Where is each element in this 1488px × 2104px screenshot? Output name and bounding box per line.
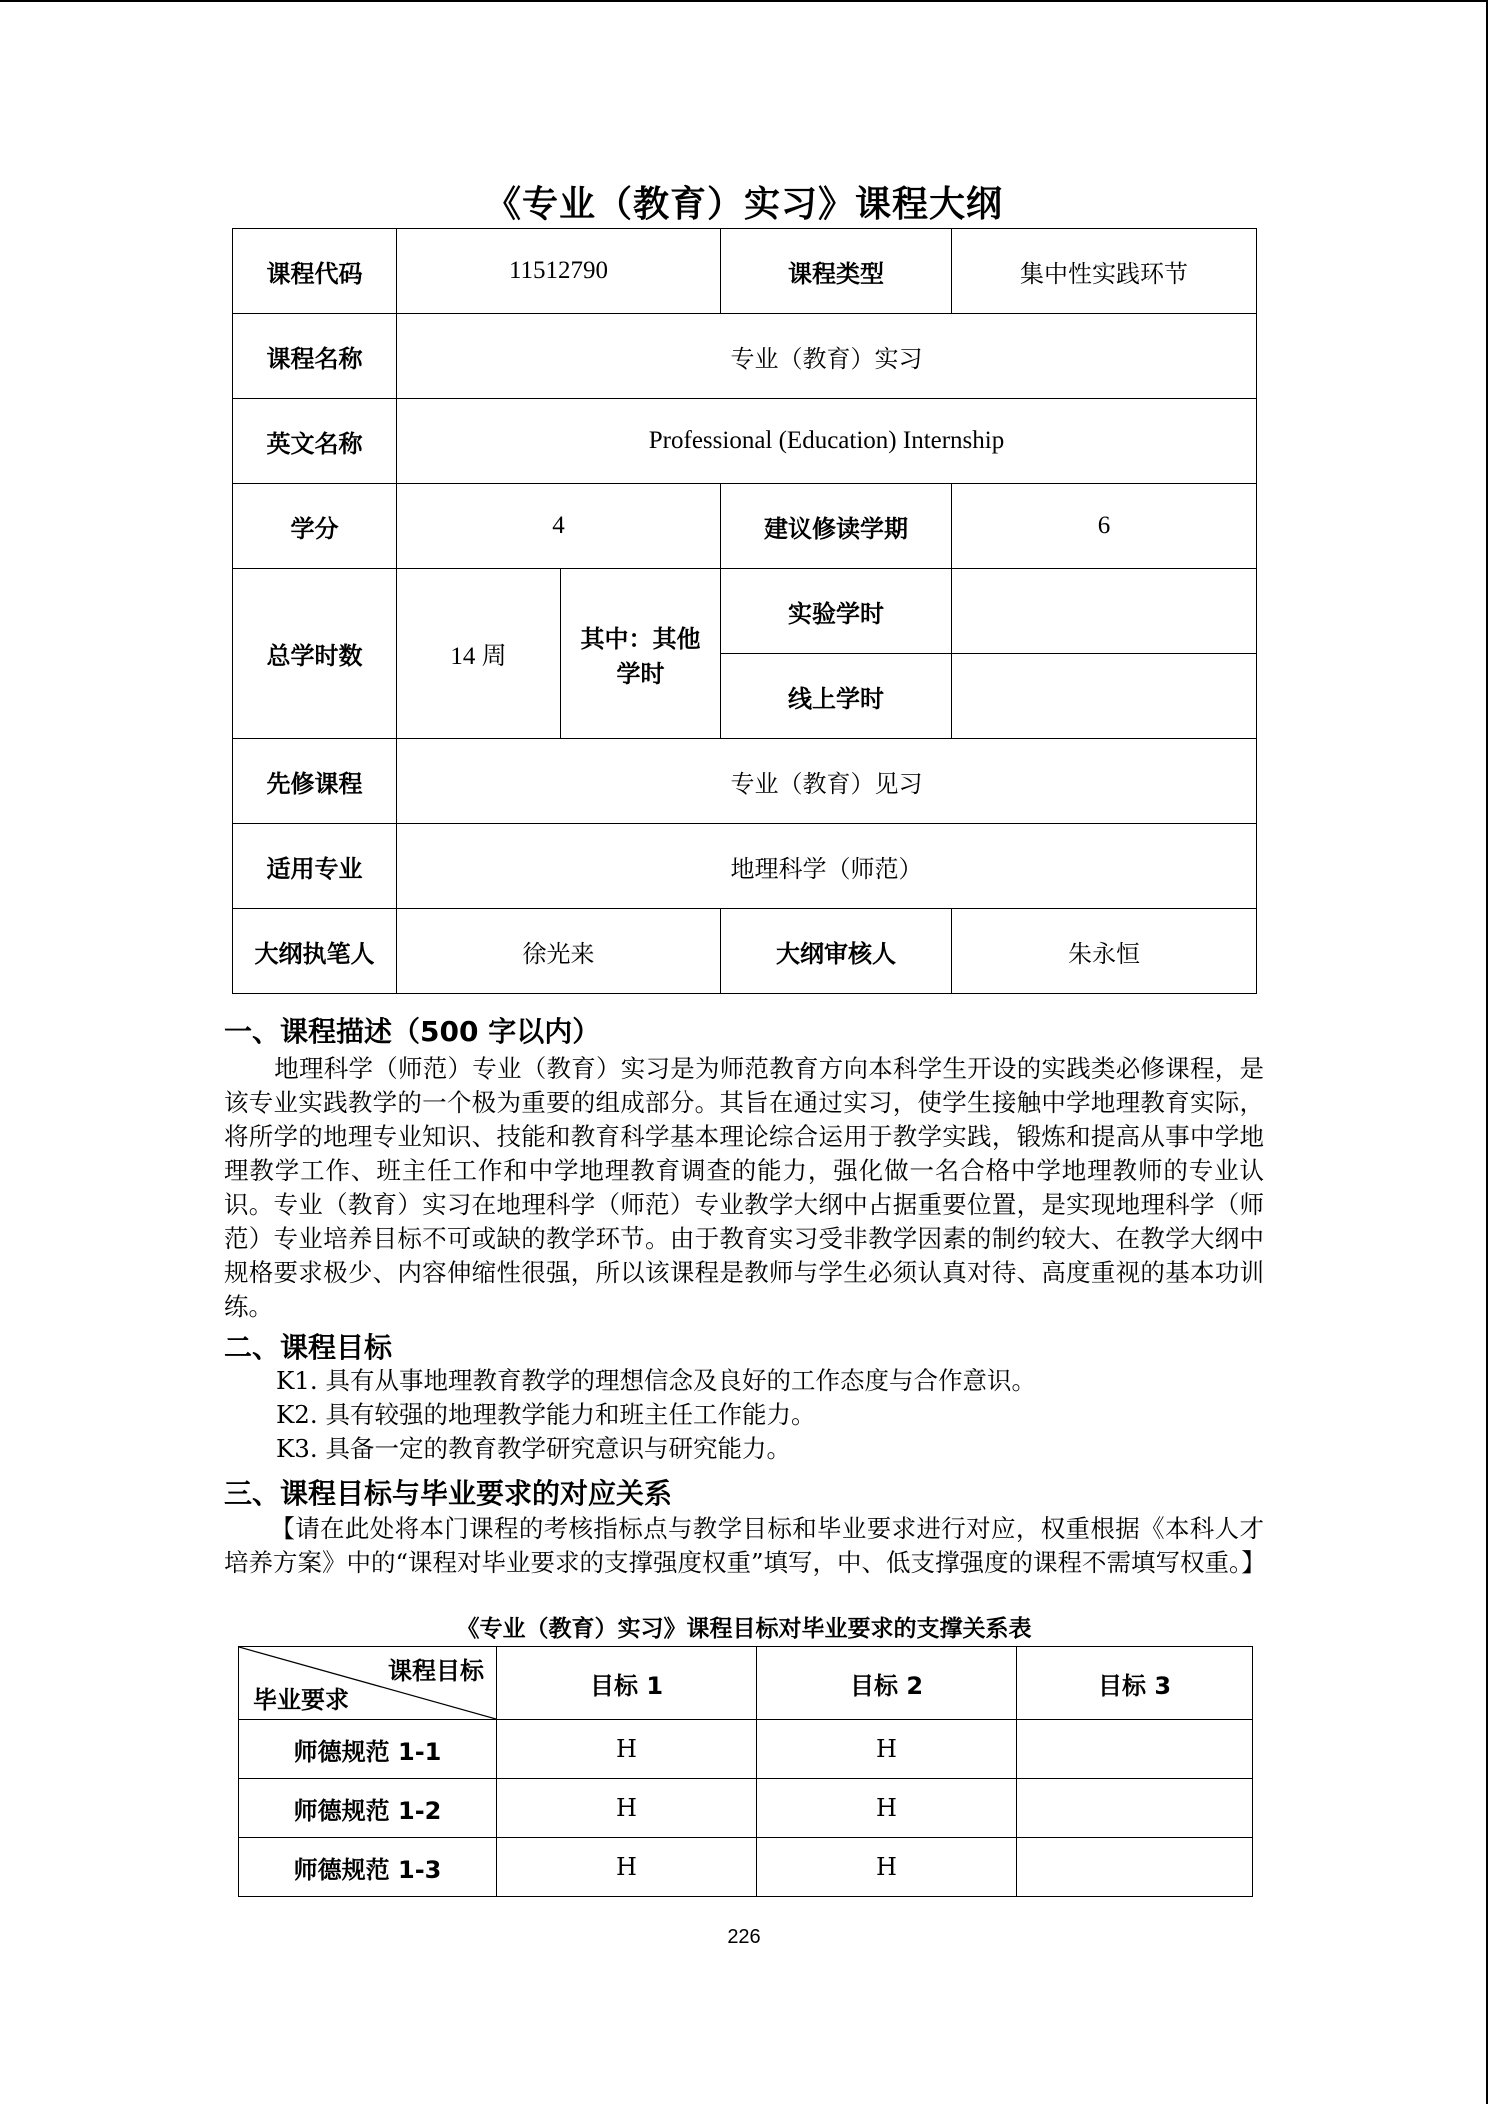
table-row	[239, 1779, 1253, 1838]
row-label: 师德规范 1-1	[239, 1720, 497, 1779]
table-row	[233, 824, 1257, 909]
course-description-text: 地理科学（师范）专业（教育）实习是为师范教育方向本科学生开设的实践类必修课程，是该专业实践教学的一个极为重要的组成部分。其旨在通过实习，使学生接触中学地理教育实际，将所学的地理专业知识、技能和教育科学基本理论综合运用于教学实践，锻炼和提高从事中学地理教学工作、班主任工作和中学地理教育调查的能力，强化做一名合格中学地理教师的专业认识。专业（教育）实习在地理科学（师范）专业教学大纲中占据重要位置，是实现地理科学（师范）专业培养目标不可或缺的教学环节。由于教育实习受非教学因素的制约较大、在教学大纲中规格要求极少、内容伸缩性很强，所以该课程是教师与学生必须认真对待、高度重视的基本功训练。	[224, 1054, 1264, 1321]
page-title: 《专业（教育）实习》课程大纲	[484, 184, 1003, 225]
course-type-value: 集中性实践环节	[952, 229, 1257, 314]
prerequisite-label: 先修课程	[233, 739, 397, 824]
table-cell	[1017, 1720, 1253, 1779]
table-cell: H	[757, 1720, 1017, 1779]
online-hours-label: 线上学时	[721, 654, 952, 739]
table-cell	[1017, 1838, 1253, 1897]
section-heading-goals: 二、课程目标	[224, 1331, 393, 1364]
online-hours-value	[952, 654, 1257, 739]
table-row	[233, 909, 1257, 994]
mapping-note-text: 【请在此处将本门课程的考核指标点与教学目标和毕业要求进行对应，权重根据《本科人才培养方案》中的“课程对毕业要求的支撑强度权重”填写，中、低支撑强度的课程不需填写权重。】	[224, 1514, 1266, 1577]
mapping-note	[224, 1512, 1264, 1580]
major-value: 地理科学（师范）	[397, 824, 1257, 909]
row-label: 师德规范 1-3	[239, 1838, 497, 1897]
course-type-label: 课程类型	[721, 229, 952, 314]
course-name-label: 课程名称	[233, 314, 397, 399]
table-header-row	[239, 1647, 1253, 1720]
table-row	[239, 1720, 1253, 1779]
goal-item: K2. 具有较强的地理教学能力和班主任工作能力。	[276, 1400, 816, 1429]
course-code-label: 课程代码	[233, 229, 397, 314]
column-header: 目标 2	[757, 1647, 1017, 1720]
section-heading-mapping: 三、课程目标与毕业要求的对应关系	[224, 1477, 673, 1510]
english-name-value: Professional (Education) Internship	[397, 399, 1257, 484]
course-info-table	[232, 228, 1257, 994]
other-hours-label: 其中：其他学时	[561, 569, 721, 739]
table-cell	[1017, 1779, 1253, 1838]
column-header: 目标 3	[1017, 1647, 1253, 1720]
total-hours-value: 14 周	[397, 569, 561, 739]
table-cell: H	[497, 1779, 757, 1838]
column-header: 目标 1	[497, 1647, 757, 1720]
table-row	[233, 739, 1257, 824]
row-label: 师德规范 1-2	[239, 1779, 497, 1838]
table-cell: H	[497, 1720, 757, 1779]
table-row	[239, 1838, 1253, 1897]
author-label: 大纲执笔人	[233, 909, 397, 994]
course-code-value: 11512790	[397, 229, 721, 314]
reviewer-label: 大纲审核人	[721, 909, 952, 994]
goal-item: K3. 具备一定的教育教学研究意识与研究能力。	[276, 1434, 791, 1463]
page-number: 226	[727, 1926, 761, 1948]
credits-label: 学分	[233, 484, 397, 569]
header-course-goal: 课程目标	[388, 1657, 484, 1685]
major-label: 适用专业	[233, 824, 397, 909]
table-cell: H	[757, 1838, 1017, 1897]
table-row	[233, 314, 1257, 399]
table-row	[233, 399, 1257, 484]
table-row	[233, 484, 1257, 569]
page-top-border	[0, 0, 1488, 2]
table-row	[233, 569, 1257, 654]
prerequisite-value: 专业（教育）见习	[397, 739, 1257, 824]
course-description	[224, 1052, 1264, 1324]
support-table-caption: 《专业（教育）实习》课程目标对毕业要求的支撑关系表	[456, 1616, 1032, 1642]
semester-label: 建议修读学期	[721, 484, 952, 569]
goal-item: K1. 具有从事地理教育教学的理想信念及良好的工作态度与合作意识。	[276, 1366, 1036, 1395]
table-cell: H	[757, 1779, 1017, 1838]
course-name-value: 专业（教育）实习	[397, 314, 1257, 399]
reviewer-value: 朱永恒	[952, 909, 1257, 994]
table-cell: H	[497, 1838, 757, 1897]
diagonal-header-cell	[239, 1647, 497, 1720]
semester-value: 6	[952, 484, 1257, 569]
support-relation-table	[238, 1646, 1253, 1897]
english-name-label: 英文名称	[233, 399, 397, 484]
author-value: 徐光来	[397, 909, 721, 994]
header-graduation-requirement: 毕业要求	[253, 1686, 349, 1714]
lab-hours-value	[952, 569, 1257, 654]
table-row	[233, 229, 1257, 314]
section-heading-description: 一、课程描述（500 字以内）	[224, 1015, 601, 1048]
lab-hours-label: 实验学时	[721, 569, 952, 654]
credits-value: 4	[397, 484, 721, 569]
total-hours-label: 总学时数	[233, 569, 397, 739]
